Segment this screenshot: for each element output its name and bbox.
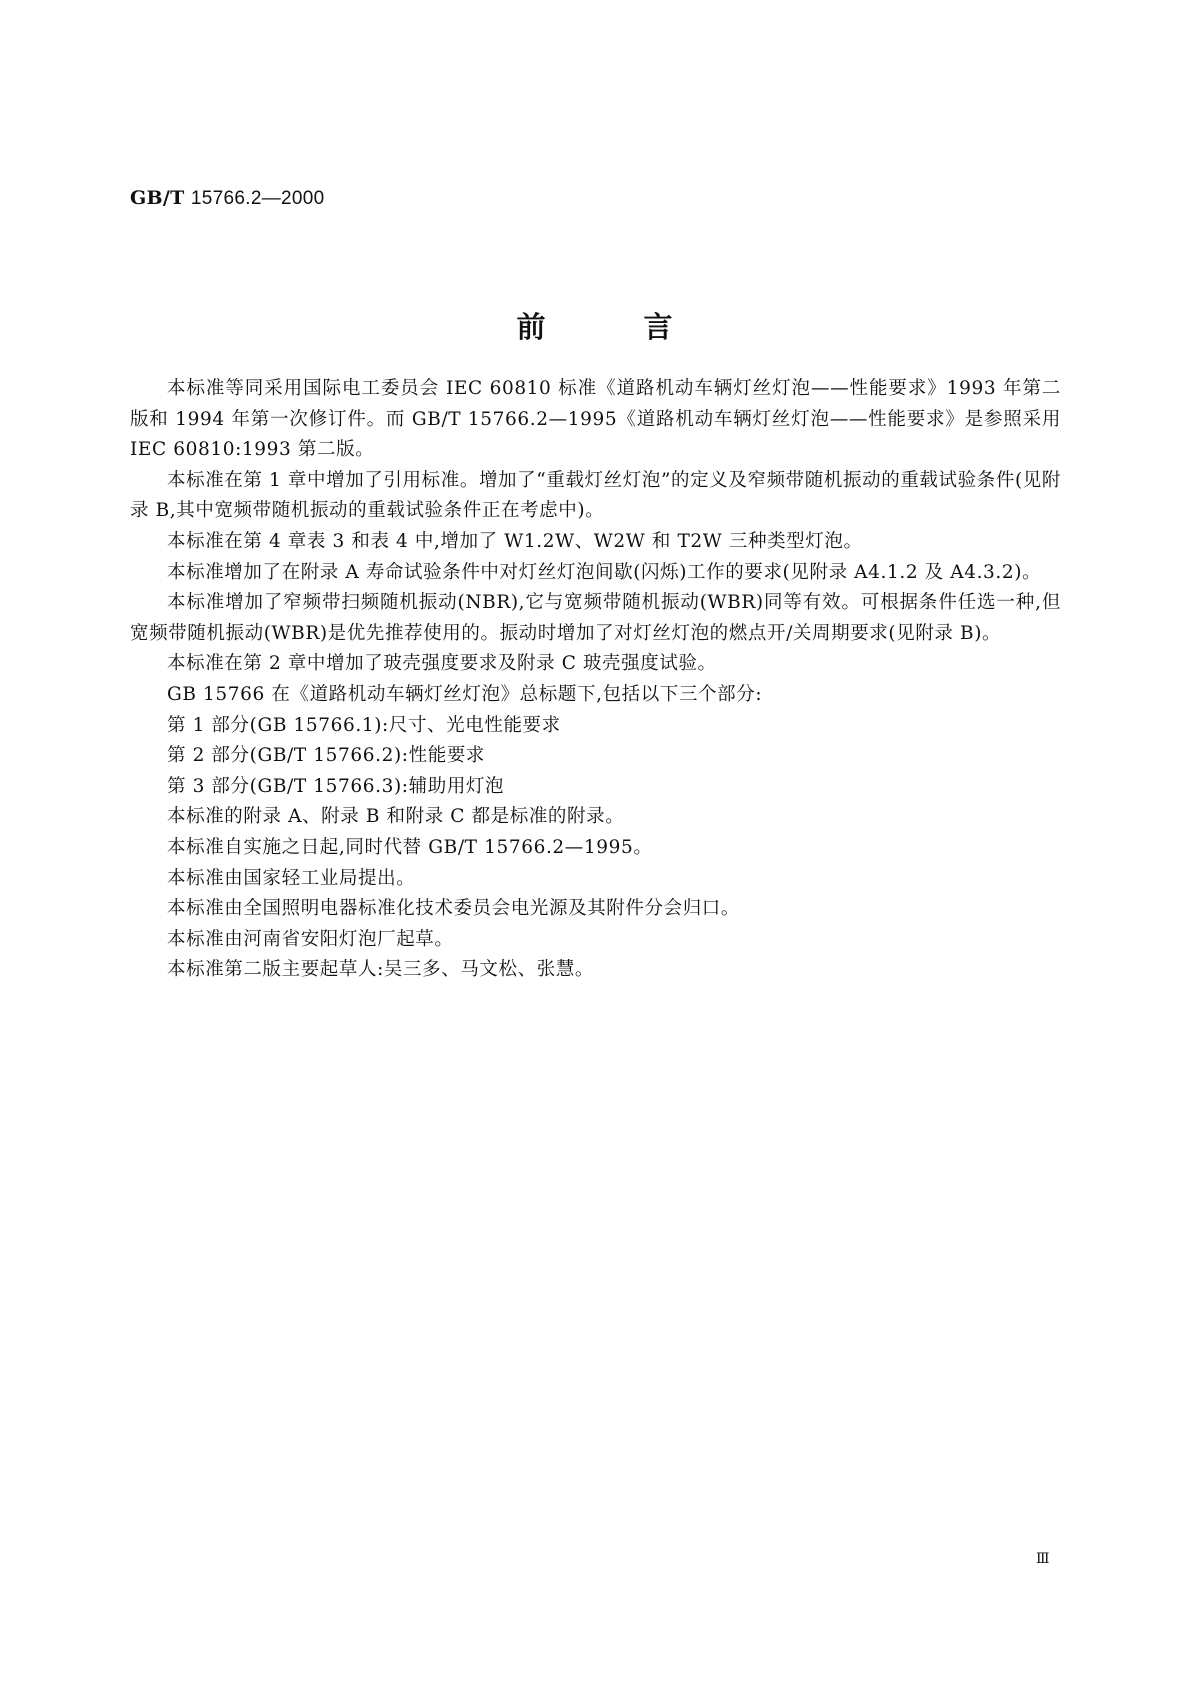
foreword-body [130, 374, 1061, 986]
paragraph: 本标准的附录 A、附录 B 和附录 C 都是标准的附录。 [167, 806, 625, 828]
standard-code-number: 15766.2—2000 [190, 188, 325, 209]
paragraph: 本标准在第 2 章中增加了玻壳强度要求及附录 C 玻壳强度试验。 [167, 653, 717, 675]
paragraph: GB 15766 在《道路机动车辆灯丝灯泡》总标题下,包括以下三个部分: [167, 683, 763, 705]
title-char-1: 前 [516, 310, 548, 344]
paragraph: 本标准自实施之日起,同时代替 GB/T 15766.2—1995。 [167, 836, 653, 858]
page-number: Ⅲ [1036, 1551, 1050, 1567]
paragraph: 本标准由河南省安阳灯泡厂起草。 [167, 928, 454, 950]
paragraph: 本标准由全国照明电器标准化技术委员会电光源及其附件分会归口。 [167, 898, 741, 920]
standard-code [130, 187, 324, 210]
paragraph: 第 3 部分(GB/T 15766.3):辅助用灯泡 [167, 775, 505, 797]
paragraph: 本标准第二版主要起草人:吴三多、马文松、张慧。 [167, 959, 595, 981]
paragraph: 第 2 部分(GB/T 15766.2):性能要求 [167, 745, 486, 767]
paragraph: 本标准在第 1 章中增加了引用标准。增加了“重载灯丝灯泡”的定义及窄频带随机振动的重载试验条件(见附录 B,其中宽频带随机振动的重载试验条件正在考虑中)。 [130, 469, 1061, 522]
title-char-2: 言 [643, 310, 675, 344]
page-title [0, 305, 1191, 346]
paragraph: 本标准增加了在附录 A 寿命试验条件中对灯丝灯泡间歇(闪烁)工作的要求(见附录 A4.1.2 及 A4.3.2)。 [167, 561, 1042, 583]
paragraph: 本标准在第 4 章表 3 和表 4 中,增加了 W1.2W、W2W 和 T2W 三种类型灯泡。 [167, 530, 863, 552]
paragraph: 本标准增加了窄频带扫频随机振动(NBR),它与宽频带随机振动(WBR)同等有效。可根据条件任选一种,但宽频带随机振动(WBR)是优先推荐使用的。振动时增加了对灯丝灯泡的燃点开/关周期要求(见附录 B)。 [130, 592, 1061, 644]
standard-code-prefix: GB/T [130, 187, 185, 209]
paragraph: 第 1 部分(GB 15766.1):尺寸、光电性能要求 [167, 714, 561, 736]
paragraph: 本标准由国家轻工业局提出。 [167, 867, 416, 889]
paragraph: 本标准等同采用国际电工委员会 IEC 60810 标准《道路机动车辆灯丝灯泡——性能要求》1993 年第二版和 1994 年第一次修订件。而 GB/T 15766.2—1995《道路机动车辆灯丝灯泡——性能要求》是参照采用 IEC 60810:1993 第二版。 [130, 378, 1061, 461]
